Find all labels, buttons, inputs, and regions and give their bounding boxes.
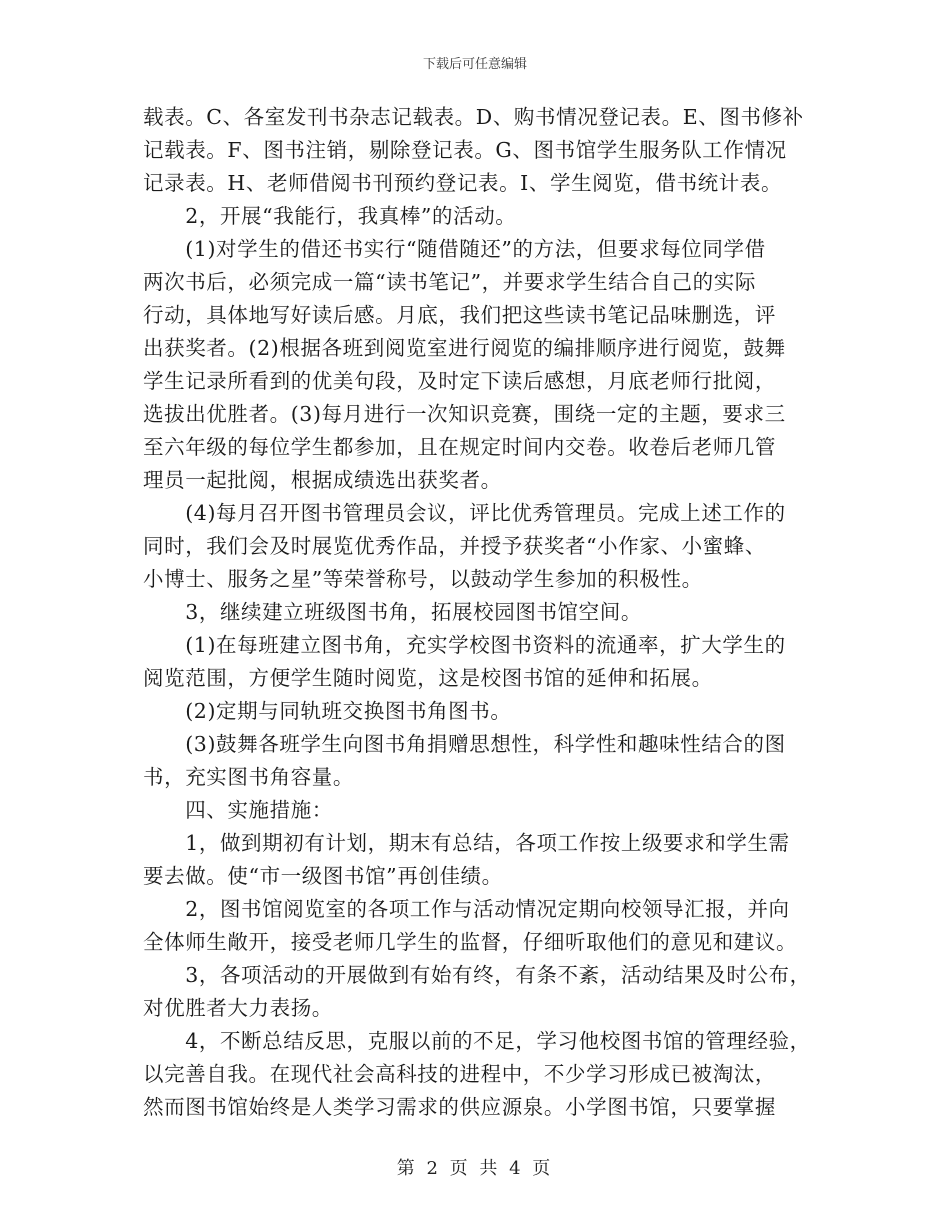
text-line: 全体师生敞开，接受老师几学生的监督，仔细听取他们的意见和建议。 <box>143 930 798 954</box>
text-line: (1)对学生的借还书实行“随借随还”的方法，但要求每位同学借 <box>143 237 766 261</box>
text-line: 行动，具体地写好读后感。月底，我们把这些读书笔记品味删选，评 <box>143 303 776 327</box>
text-line: 3，各项活动的开展做到有始有终，有条不紊，活动结果及时公布， <box>143 963 811 987</box>
text-line: 两次书后，必须完成一篇“读书笔记”，并要求学生结合自己的实际 <box>143 270 756 294</box>
text-line: 理员一起批阅，根据成绩选出获奖者。 <box>143 468 502 492</box>
text-line: (3)鼓舞各班学生向图书角捐赠思想性，科学性和趣味性结合的图 <box>143 732 786 756</box>
text-line: 要去做。使“市一级图书馆”再创佳绩。 <box>143 864 503 888</box>
text-line: 2，开展“我能行，我真棒”的活动。 <box>143 204 517 228</box>
text-line: 小博士、服务之星”等荣誉称号，以鼓动学生参加的积极性。 <box>143 567 703 591</box>
text-line: 同时，我们会及时展览优秀作品，并授予获奖者“小作家、小蜜蜂、 <box>143 534 766 558</box>
text-line: (1)在每班建立图书角，充实学校图书资料的流通率，扩大学生的 <box>143 633 786 657</box>
text-line: 阅览范围，方便学生随时阅览，这是校图书馆的延伸和拓展。 <box>143 666 713 690</box>
text-line: 学生记录所看到的优美句段，及时定下读后感想，月底老师行批阅， <box>143 369 776 393</box>
text-line: 载表。C、各室发刊书杂志记载表。D、购书情况登记表。E、图书修补 <box>143 105 804 129</box>
text-line: 然而图书馆始终是人类学习需求的供应源泉。小学图书馆，只要掌握 <box>143 1095 776 1119</box>
text-line: 四、实施措施： <box>143 798 333 822</box>
page-footer: 第 2 页 共 4 页 <box>396 1158 554 1179</box>
text-line: 对优胜者大力表扬。 <box>143 996 333 1020</box>
text-line: 以完善自我。在现代社会高科技的进程中，不少学习形成已被淘汰， <box>143 1062 776 1086</box>
page-header: 下载后可任意编辑 <box>422 57 527 72</box>
text-line: 记载表。F、图书注销，剔除登记表。G、图书馆学生服务队工作情况 <box>143 138 787 162</box>
text-line: (2)定期与同轨班交换图书角图书。 <box>143 699 512 723</box>
text-line: 1，做到期初有计划，期末有总结，各项工作按上级要求和学生需 <box>143 831 790 855</box>
text-line: 书，充实图书角容量。 <box>143 765 354 789</box>
text-line: 2，图书馆阅览室的各项工作与活动情况定期向校领导汇报，并向 <box>143 897 790 921</box>
text-line: 记录表。H、老师借阅书刊预约登记表。I、学生阅览，借书统计表。 <box>143 171 783 195</box>
text-line: 选拔出优胜者。(3)每月进行一次知识竞赛，围绕一定的主题，要求三 <box>143 402 786 426</box>
document-body <box>143 101 813 1124</box>
text-line: 3，继续建立班级图书角，拓展校园图书馆空间。 <box>143 600 642 624</box>
text-line: 至六年级的每位学生都参加，且在规定时间内交卷。收卷后老师几管 <box>143 435 776 459</box>
text-line: (4)每月召开图书管理员会议，评比优秀管理员。完成上述工作的 <box>143 501 786 525</box>
text-line: 4，不断总结反思，克服以前的不足，学习他校图书馆的管理经验， <box>143 1029 811 1053</box>
text-line: 出获奖者。(2)根据各班到阅览室进行阅览的编排顺序进行阅览，鼓舞 <box>143 336 786 360</box>
